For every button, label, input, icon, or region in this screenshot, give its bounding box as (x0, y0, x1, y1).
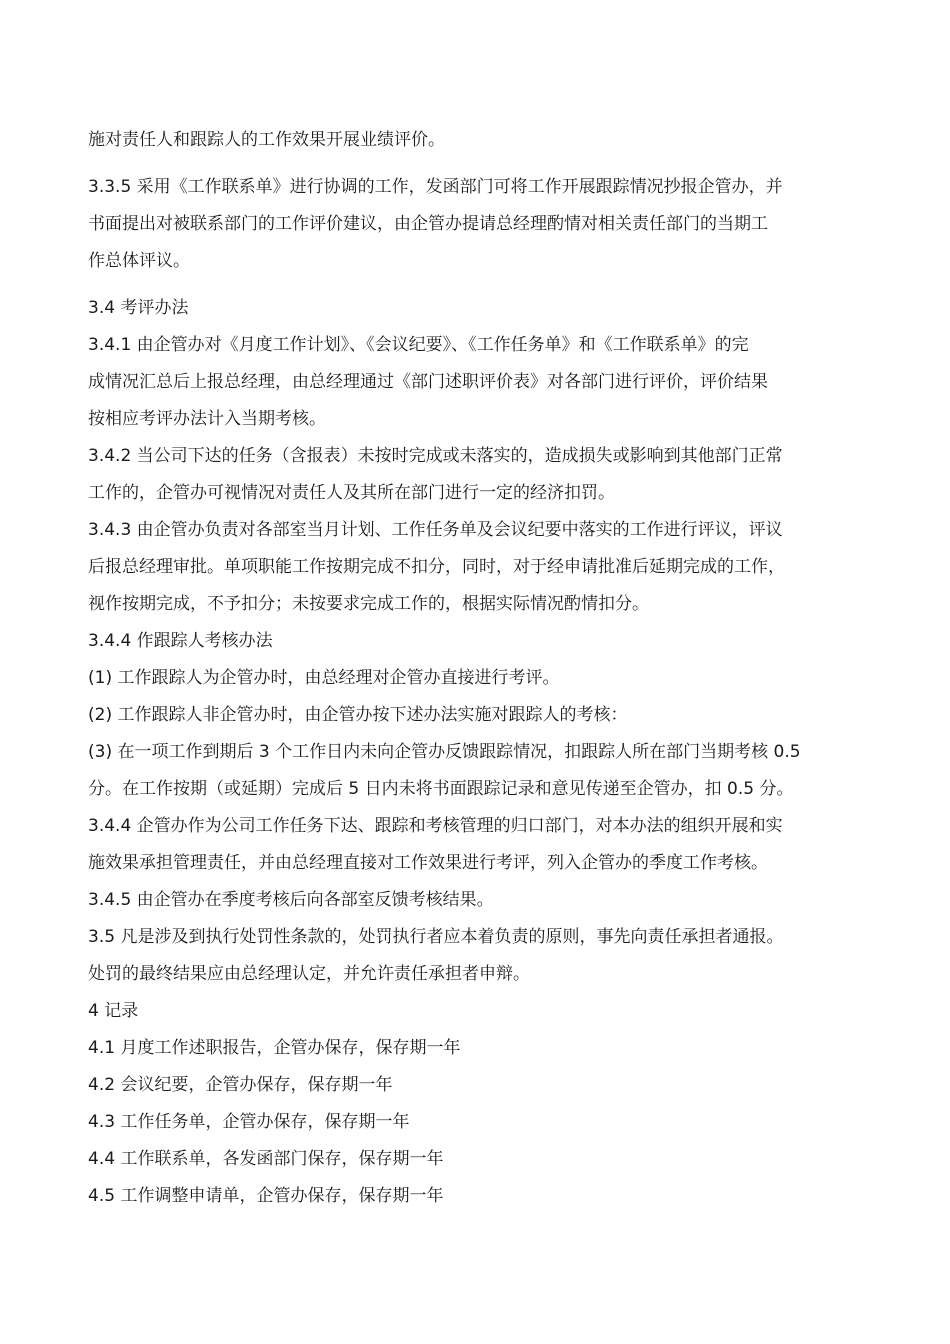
paragraph (88, 438, 863, 512)
paragraph (88, 734, 863, 808)
paragraph (88, 993, 863, 1030)
text-line: (3) 在一项工作到期后 3 个工作日内未向企管办反馈跟踪情况，扣跟踪人所在部门当期考核 0.5 (88, 742, 801, 762)
paragraph (88, 327, 863, 438)
paragraph (88, 1141, 863, 1178)
paragraph (88, 623, 863, 660)
text-line: 3.4.2 当公司下达的任务（含报表）未按时完成或未落实的，造成损失或影响到其他部门正常 (88, 446, 783, 466)
text-line: 处罚的最终结果应由总经理认定，并允许责任承担者申辩。 (88, 964, 530, 984)
paragraph (88, 1030, 863, 1067)
text-line: 4 记录 (88, 1001, 139, 1021)
text-line: 工作的，企管办可视情况对责任人及其所在部门进行一定的经济扣罚。 (88, 483, 615, 503)
text-line: 3.4 考评办法 (88, 298, 189, 318)
text-line: 3.4.1 由企管办对《月度工作计划》、《会议纪要》、《工作任务单》和《工作联系单》的完 (88, 335, 749, 355)
text-line: 施效果承担管理责任，并由总经理直接对工作效果进行考评，列入企管办的季度工作考核。 (88, 853, 768, 873)
paragraph (88, 660, 863, 697)
paragraph (88, 290, 863, 327)
text-line: 书面提出对被联系部门的工作评价建议，由企管办提请总经理酌情对相关责任部门的当期工 (88, 214, 768, 234)
text-line: 4.1 月度工作述职报告，企管办保存，保存期一年 (88, 1038, 461, 1058)
text-line: 4.2 会议纪要，企管办保存，保存期一年 (88, 1075, 393, 1095)
text-line: 成情况汇总后上报总经理，由总经理通过《部门述职评价表》对各部门进行评价，评价结果 (88, 372, 768, 392)
paragraph (88, 1104, 863, 1141)
paragraph (88, 512, 863, 623)
text-line: (2) 工作跟踪人非企管办时，由企管办按下述办法实施对跟踪人的考核： (88, 705, 628, 725)
text-line: 3.4.5 由企管办在季度考核后向各部室反馈考核结果。 (88, 890, 494, 910)
text-line: 视作按期完成，不予扣分；未按要求完成工作的，根据实际情况酌情扣分。 (88, 594, 649, 614)
text-line: 按相应考评办法计入当期考核。 (88, 409, 326, 429)
paragraph (88, 122, 863, 159)
text-line: 3.4.4 作跟踪人考核办法 (88, 631, 273, 651)
text-line: 施对责任人和跟踪人的工作效果开展业绩评价。 (88, 130, 445, 150)
text-line: 4.5 工作调整申请单，企管办保存，保存期一年 (88, 1186, 444, 1206)
text-line: 3.5 凡是涉及到执行处罚性条款的，处罚执行者应本着负责的原则，事先向责任承担者通报。 (88, 927, 784, 947)
text-line: (1) 工作跟踪人为企管办时，由总经理对企管办直接进行考评。 (88, 668, 560, 688)
text-line: 分。在工作按期（或延期）完成后 5 日内未将书面跟踪记录和意见传递至企管办，扣 0.5 分。 (88, 779, 794, 799)
document-body (88, 122, 863, 1215)
text-line: 3.4.3 由企管办负责对各部室当月计划、工作任务单及会议纪要中落实的工作进行评议，评议 (88, 520, 783, 540)
text-line: 3.4.4 企管办作为公司工作任务下达、跟踪和考核管理的归口部门，对本办法的组织开展和实 (88, 816, 783, 836)
text-line: 后报总经理审批。单项职能工作按期完成不扣分，同时，对于经申请批准后延期完成的工作， (88, 557, 785, 577)
paragraph (88, 1067, 863, 1104)
text-line: 4.4 工作联系单，各发函部门保存，保存期一年 (88, 1149, 444, 1169)
text-line: 3.3.5 采用《工作联系单》进行协调的工作，发函部门可将工作开展跟踪情况抄报企管办，并 (88, 177, 783, 197)
paragraph (88, 1178, 863, 1215)
paragraph (88, 808, 863, 882)
paragraph (88, 169, 863, 280)
paragraph (88, 882, 863, 919)
paragraph (88, 697, 863, 734)
paragraph (88, 919, 863, 993)
text-line: 4.3 工作任务单，企管办保存，保存期一年 (88, 1112, 410, 1132)
text-line: 作总体评议。 (88, 251, 190, 271)
